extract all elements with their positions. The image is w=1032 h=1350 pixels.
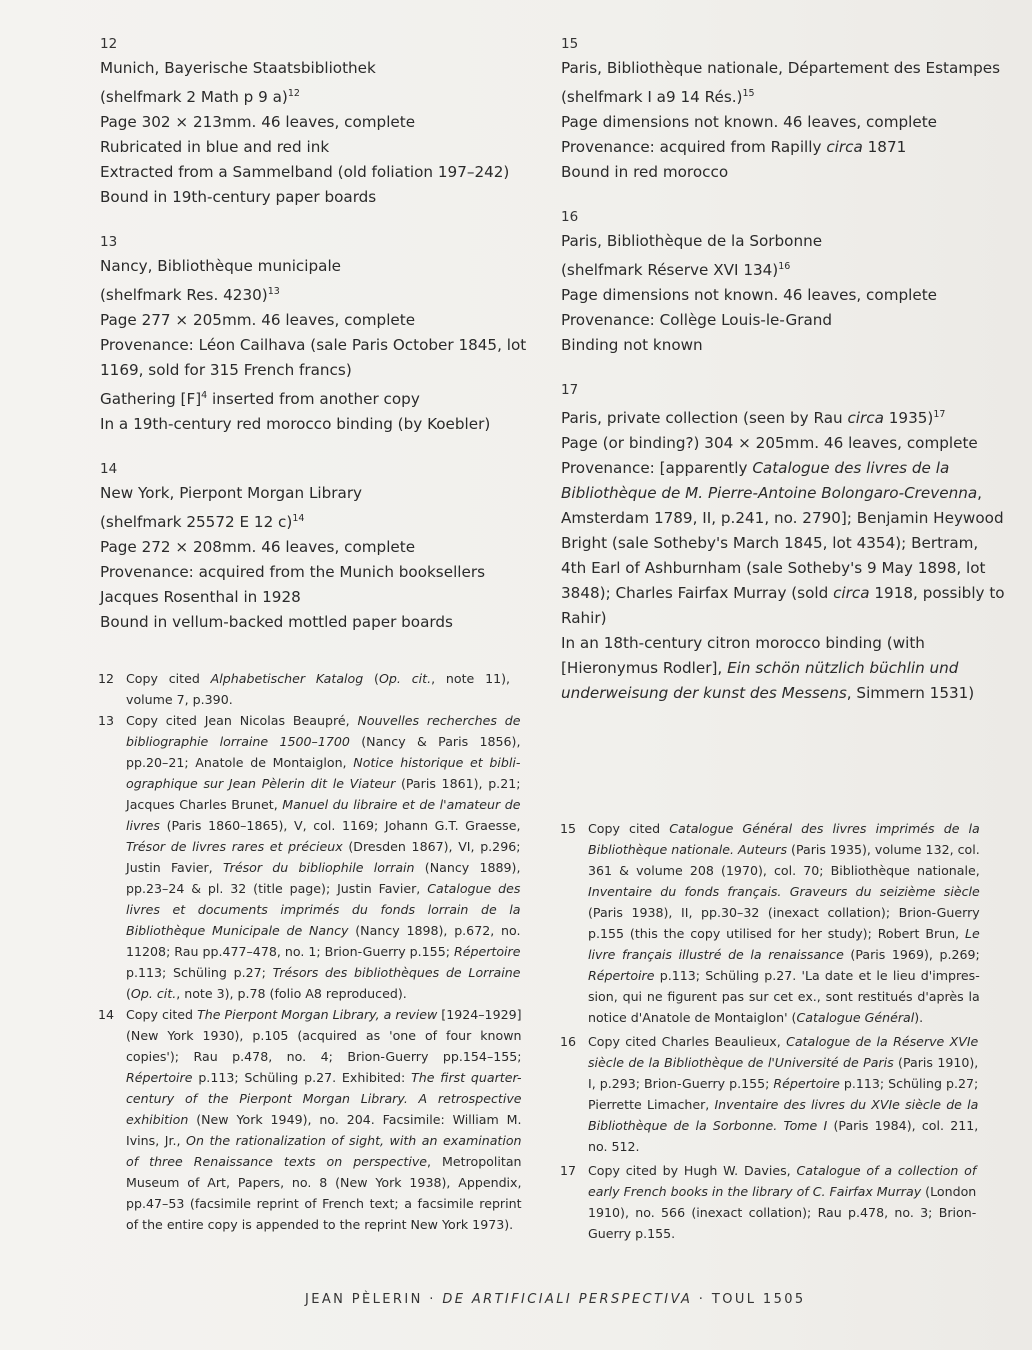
entry-line: Extracted from a Sammelband (old foliation 197–242) [100,163,510,181]
footnote-segment: Trésor de livres rares et précieux [126,839,343,854]
footnote [98,710,521,1004]
footnote-segment: (New York 1949), no. 204. Facsimile: William M. [188,1112,522,1127]
footnote-segment: (Paris 1984), col. 211, [827,1118,979,1133]
footnote-ref: 15 [742,88,755,99]
footnote-segment: Copy cited Charles Beaulieux, [588,1034,787,1049]
footnote-line [126,899,520,920]
footnote-segment: Trésors des bibliothèques de Lorraine [272,965,521,980]
footnote-line [126,1025,522,1046]
footnote-line [126,731,520,752]
footnote-segment: pp.20–21; Anatole de Montaiglon, [126,755,354,770]
footnote-line [126,1151,522,1172]
footnote-segment: livres et documents imprimés du fonds lorrain de la [126,902,521,917]
footer-place: TOUL 1505 [711,1292,806,1307]
catalogue-title: Catalogue des livres de la [752,459,950,477]
footnote-segment: copies'); Rau p.478, no. 4; Brion-Guerry pp.154–155; [126,1049,522,1064]
entry-line [100,279,510,308]
text: 1935) [883,409,934,427]
footnote-line [588,1094,978,1115]
footnote-segment: Bibliothèque Municipale de Nancy [126,923,349,938]
footnote-segment: Nouvelles recherches de [357,713,521,728]
footer-separator: · [422,1292,443,1307]
footnote-segment: Catalogue of a collection of [796,1163,977,1178]
footnote-number: 16 [560,1034,577,1049]
footnote-segment: ( [363,671,379,686]
shelfmark: (shelfmark 25572 E 12 c) [100,513,293,531]
footnote-line [126,920,520,941]
footnote-segment: Répertoire [453,944,521,959]
text: Provenance: [apparently [561,459,753,477]
footnote-segment: exhibition [126,1112,189,1127]
footnote-segment: Jacques Charles Brunet, [126,797,283,812]
footnote-line [126,668,510,689]
text: , Simmern 1531) [846,684,975,702]
footnote-line [588,1160,976,1181]
footnote-line [588,1223,976,1244]
footnote-line [588,860,980,881]
footnote-segment: livre français illustré de la renaissance [588,947,844,962]
gathering-rest: inserted from another copy [207,390,420,408]
gathering-sup: 4 [201,390,208,401]
entry-line [561,81,976,110]
footnote-segment: Guerry p.155. [588,1226,676,1241]
footnote-segment: 11208; Rau pp.477–478, no. 1; Brion-Guerry p.155; [126,944,454,959]
entry-line: Jacques Rosenthal in 1928 [100,588,301,606]
footnote-segment: Copy cited by Hugh W. Davies, [588,1163,797,1178]
footnote-text [126,1004,522,1235]
entry-line [561,681,976,706]
footnote-line [588,1031,978,1052]
footnote-line [126,878,520,899]
footnote-segment: (Dresden 1867), VI, p.296; [342,839,521,854]
footnote-segment: Alphabetischer Katalog [210,671,364,686]
entry-line: Amsterdam 1789, II, p.241, no. 2790]; Benjamin Heywood [561,509,1004,527]
footnote-line [126,941,520,962]
footnote-segment: Bibliothèque de la Sorbonne. Tome I [588,1118,828,1133]
footnote-segment: Manuel du libraire et de l'amateur de [282,797,521,812]
footnote-segment: volume 7, p.390. [126,692,233,707]
entry-line [100,506,510,535]
footnote-line [588,902,980,923]
entry-line [561,581,1005,606]
entry-13 [100,232,527,437]
footnote-segment: livres [126,818,160,833]
entry-number: 14 [100,461,118,477]
entry-line [561,402,976,431]
entry-17 [561,380,1005,706]
footnote-segment: Trésor du bibliophile lorrain [222,860,415,875]
footnote-segment: (Nancy 1898), p.672, no. [348,923,521,938]
footnote-line [588,1073,978,1094]
entry-line: Bound in vellum-backed mottled paper boards [100,613,453,631]
footnote-segment: Catalogue Général [796,1010,915,1025]
footnote-segment: On the rationalization of sight, with an examination [186,1133,522,1148]
footnote-line [126,1088,522,1109]
footnote-segment: (Paris 1969), p.269; [843,947,980,962]
footnote-segment: (London [921,1184,977,1199]
entry-line: Page 272 × 208mm. 46 leaves, complete [100,538,416,556]
footnote-segment: , Metropolitan [427,1154,522,1169]
text: 3848); Charles Fairfax Murray (sold [561,584,834,602]
book-title: underweisung der kunst des Messens [561,684,847,702]
entry-line: In an 18th-century citron morocco binding (with [561,634,925,652]
footnote-line [126,1067,522,1088]
entry-line: Page (or binding?) 304 × 205mm. 46 leaves, complete [561,434,978,452]
entry-line: Paris, Bibliothèque nationale, Département des Estampes [561,59,1000,77]
footnote-segment: [1924–1929] [437,1007,522,1022]
footer-author: JEAN PÈLERIN [305,1292,423,1307]
footnote-segment: Répertoire [588,968,655,983]
footnote-line [126,857,520,878]
footnote-segment: The Pierpont Morgan Library, a review [197,1007,438,1022]
footnote-line [126,710,520,731]
footnote-segment: p.113; Schüling p.27; [839,1076,979,1091]
footnote-line [126,689,510,710]
entry-line [100,81,510,110]
footnote-line [588,944,980,965]
footnote-segment: 361 & volume 208 (1970), col. 70; Bibliothèque nationale, [588,863,980,878]
footnote-segment: (Nancy & Paris 1856), [349,734,521,749]
text: 1918, possibly to [869,584,1005,602]
footnote-segment: Répertoire [126,1070,193,1085]
footnote-segment: (Paris 1938), II, pp.30–32 (inexact collation); Brion-Guerry [588,905,980,920]
footnote-line [126,983,520,1004]
footnote-text [588,1031,978,1157]
footnote-segment: Copy cited Jean Nicolas Beaupré, [126,713,358,728]
entry-line: Bright (sale Sotheby's March 1845, lot 4354); Bertram, [561,534,979,552]
footnote-segment: I, p.293; Brion-Guerry p.155; [588,1076,774,1091]
footnote-ref: 14 [292,513,305,524]
footnote-line [126,1004,522,1025]
footnote-number: 12 [98,671,115,686]
footnote-segment: (Paris 1910), [893,1055,979,1070]
right-column [561,34,1005,728]
footnote-line [588,986,980,1007]
footnote-segment: Copy cited [126,1007,198,1022]
footnote-segment: of three Renaissance texts on perspective [126,1154,428,1169]
footnote-line [126,752,520,773]
footnote-line [126,1172,522,1193]
entry-number: 13 [100,234,118,250]
footnote-segment: Catalogue Général des livres imprimés de la [669,821,980,836]
shelfmark: (shelfmark Res. 4230) [100,286,268,304]
footnote-line [588,1052,978,1073]
footnote-segment: Catalogue de la Réserve XVIe [786,1034,979,1049]
footnote-line [126,1046,522,1067]
footnote-segment: Copy cited [588,821,670,836]
footnote-segment: Le [964,926,980,941]
footnote-segment: Inventaire du fonds français. Graveurs du seizième siècle [588,884,980,899]
footnote-ref: 16 [778,261,791,272]
footnote-text [588,818,980,1028]
entry-16 [561,207,976,358]
footnote-line [588,965,980,986]
footnote-segment: Museum of Art, Papers, no. 8 (New York 1938), Appendix, [126,1175,522,1190]
entry-line: Munich, Bayerische Staatsbibliothek [100,59,376,77]
footnote [560,1031,979,1157]
footnote-segment: notice d'Anatole de Montaiglon' ( [588,1010,797,1025]
footnote-line [126,1130,522,1151]
entry-line: Nancy, Bibliothèque municipale [100,257,342,275]
provenance-year: 1871 [862,138,907,156]
footnote-segment: Ivins, Jr., [126,1133,187,1148]
footnotes-left [98,668,522,1235]
footnote-segment: , note 11), [431,671,511,686]
footnote-segment: (Paris 1861), p.21; [395,776,521,791]
footnote-segment: ographique sur Jean Pèlerin dit le Viateur [126,776,396,791]
footnote-line [588,1202,976,1223]
shelfmark: (shelfmark 2 Math p 9 a) [100,88,288,106]
entry-line [100,383,510,412]
footnote-segment: ( [126,986,131,1001]
entry-line: 1169, sold for 315 French francs) [100,361,352,379]
footnote-number: 15 [560,821,577,836]
circa: circa [826,138,863,156]
footnote-ref: 12 [287,88,300,99]
footnote-segment: bibliographie lorraine 1500–1700 [126,734,350,749]
entry-line: Provenance: Léon Cailhava (sale Paris October 1845, lot [100,336,527,354]
footnote-segment: Notice historique et bibli- [353,755,521,770]
entry-line: Bound in red morocco [561,163,729,181]
entry-14 [100,459,510,635]
circa: circa [847,409,884,427]
entry-line: Paris, Bibliothèque de la Sorbonne [561,232,823,250]
footnote-segment: (Paris 1860–1865), V, col. 1169; Johann G.T. Graesse, [159,818,521,833]
footnote-line [588,1181,976,1202]
footnote-line [126,815,520,836]
footnote-segment: p.155 (this the copy utilised for her study); Robert Brun, [588,926,965,941]
footnote-line [126,1109,522,1130]
footnote-segment: century of the Pierpont Morgan Library. A retrospective [126,1091,522,1106]
footnote-segment: ). [914,1010,924,1025]
text: [Hieronymus Rodler], [561,659,728,677]
entry-line: Page 277 × 205mm. 46 leaves, complete [100,311,416,329]
entry-line: In a 19th-century red morocco binding (by Koebler) [100,415,491,433]
footnotes-right [560,818,980,1244]
footnote [98,668,510,710]
footnote-segment: of the entire copy is appended to the reprint New York 1973). [126,1217,514,1232]
text: , [977,484,982,502]
footnote-segment: Pierrette Limacher, [588,1097,715,1112]
running-footer [305,1292,806,1307]
entry-line: Page 302 × 213mm. 46 leaves, complete [100,113,416,131]
entry-line: Page dimensions not known. 46 leaves, complete [561,286,937,304]
footnote-segment: Copy cited [126,671,211,686]
footnote-segment: siècle de la Bibliothèque de l'Université de Paris [588,1055,894,1070]
footnote-line [126,1193,522,1214]
footnote-number: 14 [98,1007,115,1022]
footnote-segment: Catalogue des [427,881,521,896]
footnote-line [588,1136,978,1157]
entry-line: Rubricated in blue and red ink [100,138,330,156]
text: Paris, private collection (seen by Rau [561,409,848,427]
footnote-line [126,836,520,857]
footnote [98,1004,522,1235]
footnote [560,1160,977,1244]
entry-line: Bound in 19th-century paper boards [100,188,377,206]
footnote-line [126,773,520,794]
footer-separator: · [692,1292,712,1307]
footnote-line [588,839,980,860]
footnote-line [588,1007,980,1028]
footnote-number: 17 [560,1163,577,1178]
footnote-line [126,794,520,815]
footnote-segment: no. 512. [588,1139,640,1154]
footnote-line [588,818,980,839]
entry-number: 17 [561,382,579,398]
entry-line [561,656,976,681]
footnote-segment: pp.23–24 & pl. 32 (title page); Justin Favier, [126,881,428,896]
footnote [560,818,980,1028]
entry-line [561,135,976,160]
footnote-segment: sion, qui ne figurent pas sur cet ex., sont restitués d'après la [588,989,980,1004]
circa: circa [833,584,870,602]
catalogue-title: Bibliothèque de M. Pierre-Antoine Bolongaro-Crevenna [561,484,978,502]
footnote-segment: p.113; Schüling p.27. 'La date et le lieu d'impres- [654,968,980,983]
book-title: Ein schön nützlich büchlin und [727,659,959,677]
footnote-segment: , note 3), p.78 (folio A8 reproduced). [176,986,407,1001]
provenance: Provenance: acquired from Rapilly [561,138,827,156]
footnote-segment: The first quarter- [411,1070,522,1085]
footnote-segment: 1910), no. 566 (inexact collation); Rau p.478, no. 3; Brion- [588,1205,977,1220]
footnote-number: 13 [98,713,115,728]
footnote-ref: 17 [933,409,946,420]
footnote-segment: (Paris 1935), volume 132, col. [787,842,980,857]
footnote-segment: p.113; Schüling p.27; [126,965,273,980]
footer-title: DE ARTIFICIALI PERSPECTIVA [442,1292,693,1307]
footnote-text [588,1160,976,1244]
shelfmark: (shelfmark Réserve XVI 134) [561,261,779,279]
footnote-segment: Op. cit. [378,671,432,686]
footnote-line [588,923,980,944]
shelfmark: (shelfmark I a9 14 Rés.) [561,88,743,106]
footnote-line [588,881,980,902]
footnote-line [126,1214,522,1235]
entry-line [561,456,976,481]
footnote-text [126,668,510,710]
entry-12 [100,34,510,210]
footnote-segment: Inventaire des livres du XVIe siècle de la [714,1097,979,1112]
entry-line: Binding not known [561,336,703,354]
footnote-segment: Bibliothèque nationale. Auteurs [588,842,788,857]
footnote-segment: p.113; Schüling p.27. Exhibited: [192,1070,412,1085]
entry-line: Rahir) [561,609,607,627]
entry-15 [561,34,1000,185]
entry-line: Provenance: Collège Louis-le-Grand [561,311,833,329]
footnote-segment: Op. cit. [130,986,177,1001]
entry-line: Page dimensions not known. 46 leaves, complete [561,113,937,131]
footnote-line [126,962,520,983]
footnote-text [126,710,520,1004]
footnote-segment: (New York 1930), p.105 (acquired as 'one of four known [126,1028,522,1043]
footnote-ref: 13 [267,286,280,297]
entry-number: 16 [561,209,579,225]
left-column [100,34,527,657]
footnote-line [588,1115,978,1136]
entry-line [561,254,976,283]
footnote-segment: Justin Favier, [126,860,223,875]
footnote-segment: (Nancy 1889), [414,860,521,875]
entry-number: 15 [561,36,579,52]
entry-line: 4th Earl of Ashburnham (sale Sotheby's 9 May 1898, lot [561,559,986,577]
entry-number: 12 [100,36,118,52]
entry-line: Provenance: acquired from the Munich booksellers [100,563,486,581]
entry-line [561,481,982,506]
entry-line: New York, Pierpont Morgan Library [100,484,363,502]
footnote-segment: pp.47–53 (facsimile reprint of French text; a facsimile reprint [126,1196,522,1211]
footnote-segment: Répertoire [773,1076,840,1091]
footnote-segment: early French books in the library of C. Fairfax Murray [588,1184,922,1199]
gathering: Gathering [F] [100,390,202,408]
